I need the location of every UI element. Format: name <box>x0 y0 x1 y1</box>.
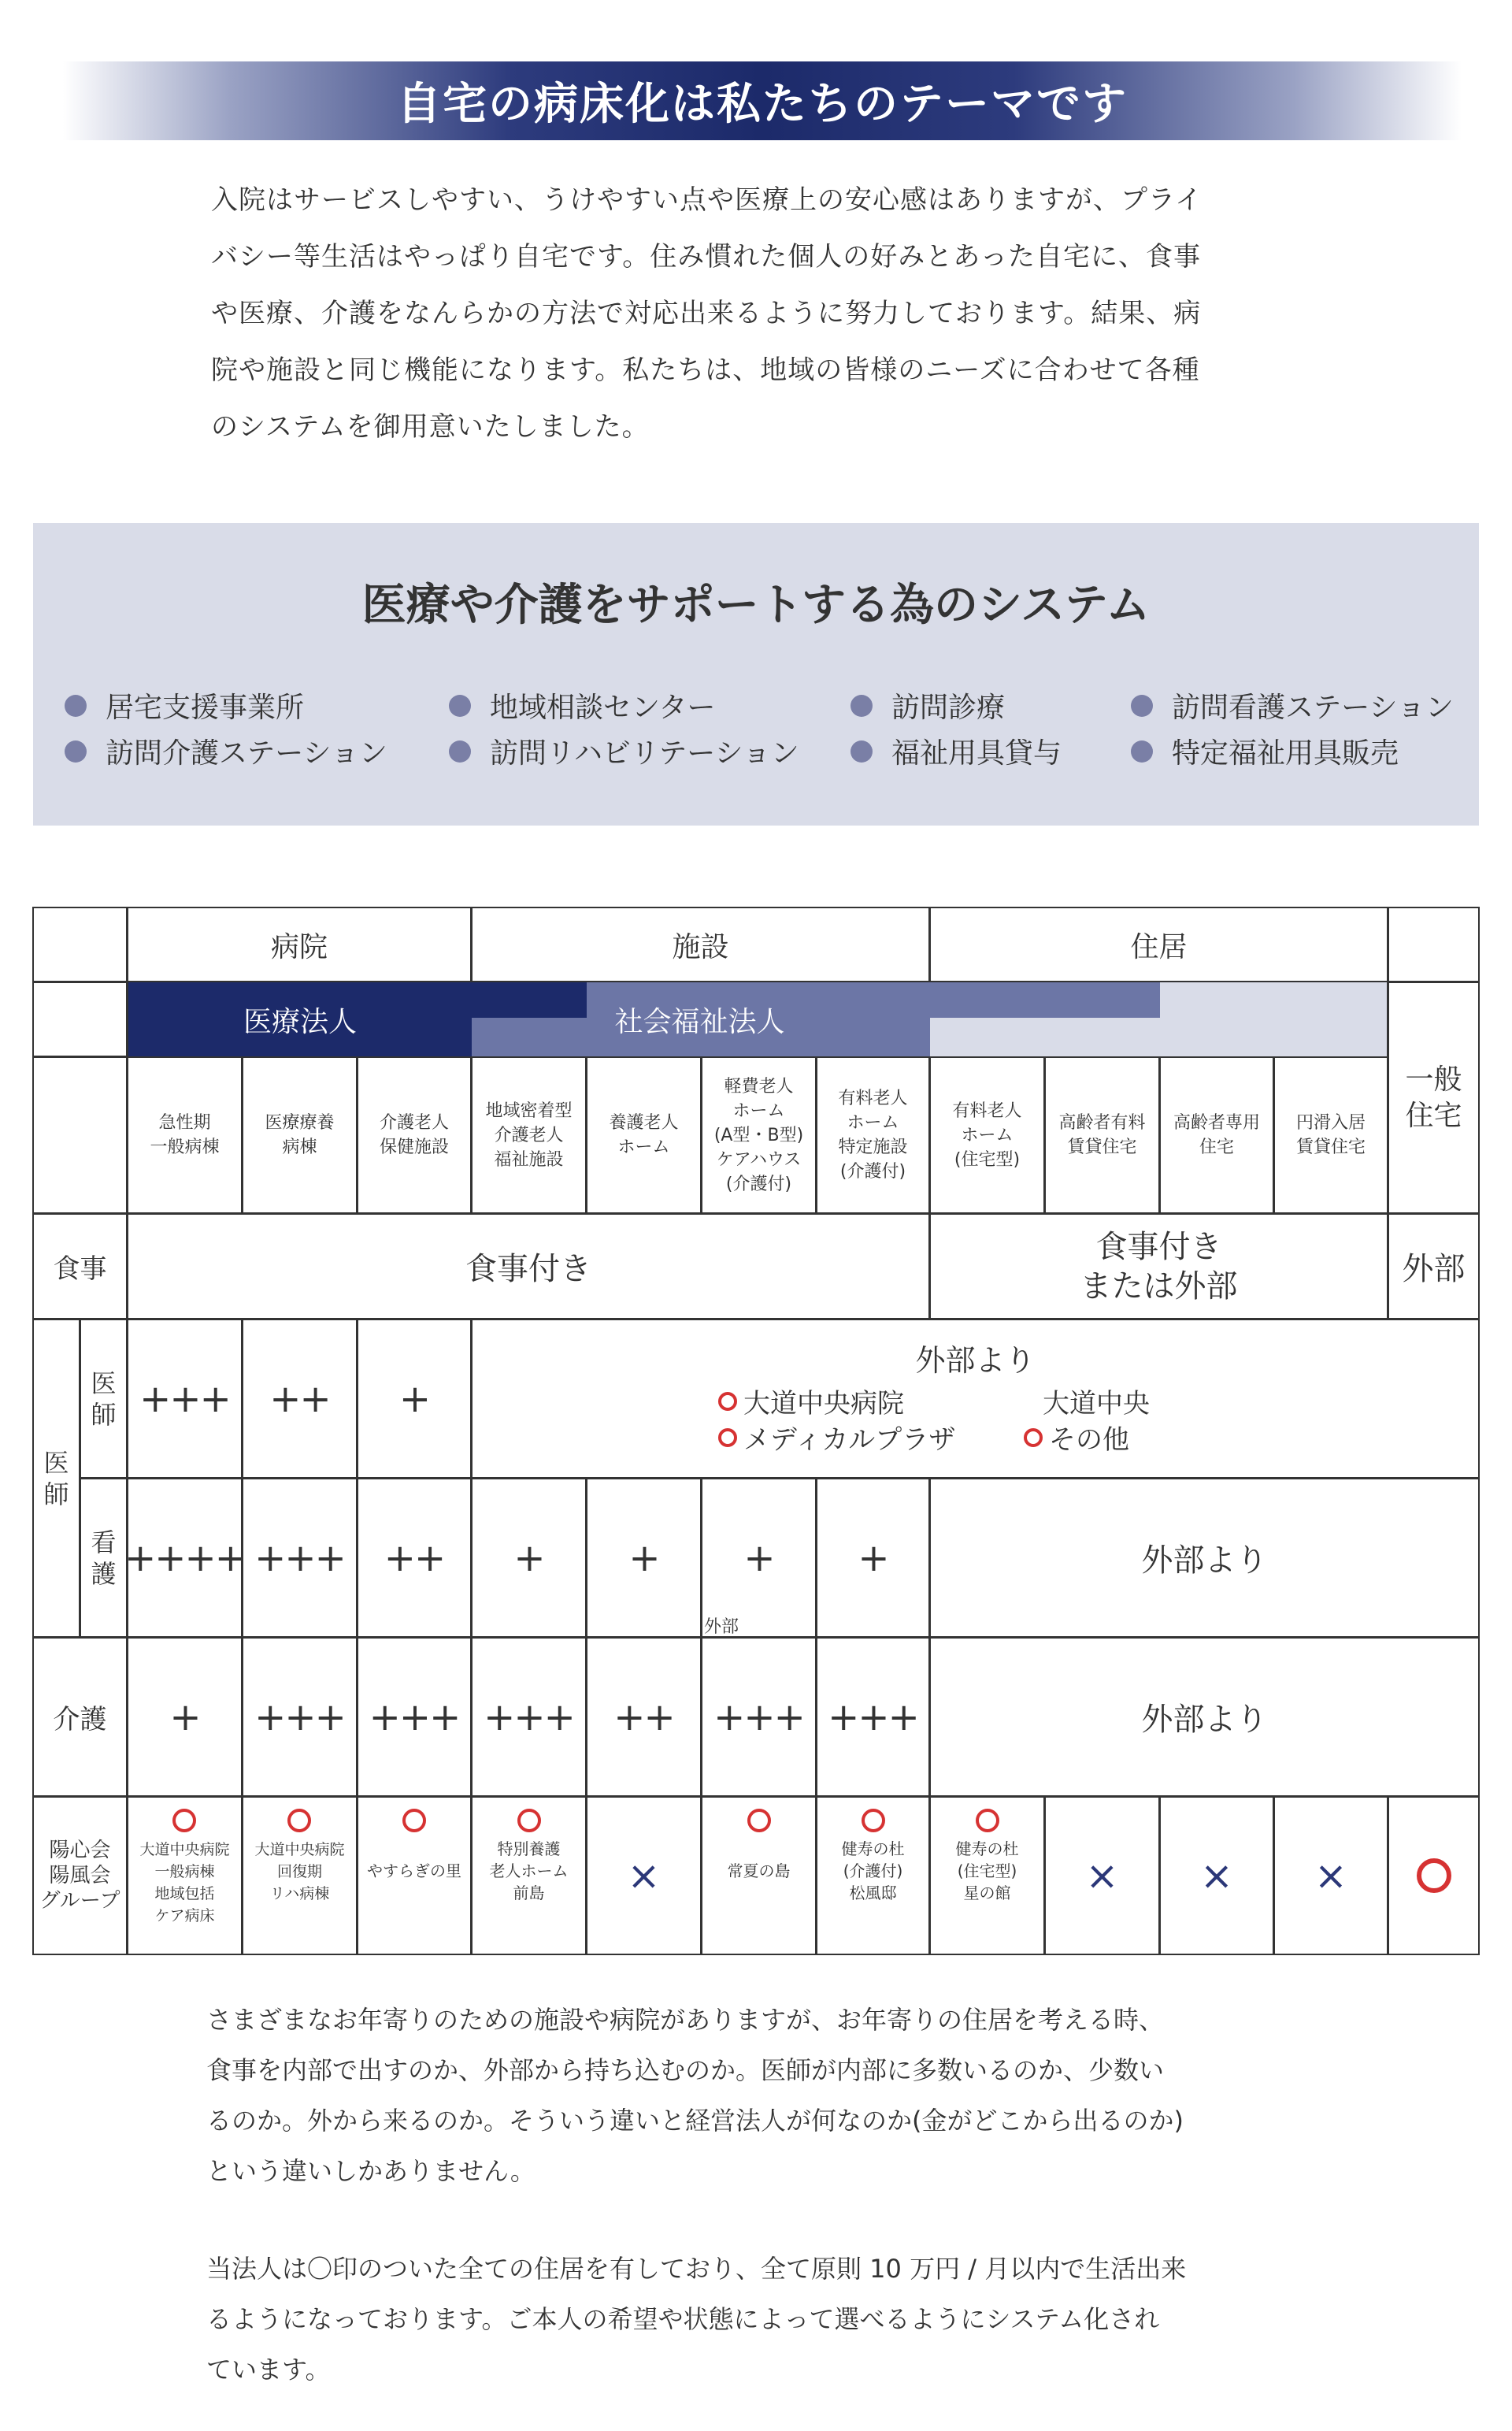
column-header: 急性期 一般病棟 <box>127 1056 243 1214</box>
system-item: 福祉用具貸与 <box>850 731 1062 771</box>
column-header-general-housing: 一般 住宅 <box>1388 982 1480 1214</box>
bullet-icon <box>1131 695 1153 717</box>
system-item: 訪問介護ステーション <box>65 731 387 771</box>
group-header-facility: 施設 <box>471 907 930 982</box>
physician-option: その他 <box>1024 1418 1129 1457</box>
hero-banner <box>63 61 1462 140</box>
system-item: 訪問看護ステーション <box>1131 685 1454 726</box>
physician-option: 大道中央 <box>1043 1388 1150 1420</box>
bullet-icon <box>65 695 87 717</box>
system-item: 特定福祉用具販売 <box>1131 731 1399 771</box>
group-cell: 特別養護 老人ホーム 前島 <box>471 1796 587 1955</box>
cross-icon: × <box>1085 1853 1119 1898</box>
nurse-external: 外部より <box>929 1478 1480 1638</box>
physician-external-title: 外部より <box>915 1343 1036 1378</box>
group-cell <box>1044 1796 1160 1955</box>
footer-paragraph-1: さまざまなお年寄りのための施設や病院がありますが、お年寄りの住居を考える時、 食事を内部で出すのか、外部から持ち込むのか。医師が内部に多数いるのか、少数い るのか。外から来るのか。そういう違いと経営法人が何なのか(金がどこから出るのか) という違いしかありません。 <box>206 2005 1184 2186</box>
column-header: 高齢者専用 住宅 <box>1159 1056 1274 1214</box>
nurse-level: + <box>816 1478 930 1638</box>
physician-level: ++ <box>242 1319 358 1479</box>
circle-icon <box>1417 1858 1451 1893</box>
comparison-table <box>33 907 1480 1939</box>
column-header: 介護老人 保健施設 <box>357 1056 472 1214</box>
circle-icon <box>517 1809 541 1832</box>
circle-icon <box>718 1392 737 1411</box>
nurse-level: ++ <box>357 1478 472 1638</box>
intro-text <box>211 172 1314 455</box>
care-level: +++ <box>357 1637 472 1797</box>
group-cell: やすらぎの里 <box>357 1796 472 1955</box>
nurse-external-note: 外部 <box>704 1617 739 1637</box>
meal-included: 食事付き <box>127 1213 930 1319</box>
column-header: 地域密着型 介護老人 福祉施設 <box>471 1056 587 1214</box>
system-item: 居宅支援事業所 <box>65 685 304 726</box>
physician-external <box>471 1319 1480 1479</box>
physician-level: + <box>357 1319 472 1479</box>
column-header: 養護老人 ホーム <box>586 1056 702 1214</box>
group-cell: 健寿の杜 (住宅型) 星の館 <box>929 1796 1045 1955</box>
meal-external: 外部 <box>1388 1213 1480 1319</box>
hero-title: 自宅の病床化は私たちのテーマです <box>397 78 1128 130</box>
circle-icon <box>172 1809 196 1832</box>
column-header: 医療療養 病棟 <box>242 1056 358 1214</box>
circle-icon <box>976 1809 999 1832</box>
bullet-icon <box>850 695 873 717</box>
physician-level: +++ <box>127 1319 243 1479</box>
physician-option: メディカルプラザ <box>718 1418 955 1457</box>
row-label-nurse: 看 護 <box>80 1478 128 1638</box>
care-level: +++ <box>816 1637 930 1797</box>
row-label-physician: 医 師 <box>80 1319 128 1479</box>
group-cell <box>586 1796 702 1955</box>
row-label-meal: 食事 <box>32 1213 128 1319</box>
bullet-icon <box>65 740 87 763</box>
system-item: 地域相談センター <box>449 685 716 726</box>
nurse-level: + <box>471 1478 587 1638</box>
table-blank <box>32 982 128 1057</box>
column-header: 円滑入居 賃貸住宅 <box>1273 1056 1388 1214</box>
care-external: 外部より <box>929 1637 1480 1797</box>
column-header: 高齢者有料 賃貸住宅 <box>1044 1056 1160 1214</box>
meal-included-or-external: 食事付き または外部 <box>929 1213 1388 1319</box>
nurse-level: + 外部 <box>701 1478 817 1638</box>
group-cell: 常夏の島 <box>701 1796 817 1955</box>
circle-icon <box>402 1809 426 1832</box>
bullet-icon <box>449 695 471 717</box>
circle-icon <box>287 1809 311 1832</box>
intro-line: や医療、介護をなんらかの方法で対応出来るように努力しております。結果、病 <box>211 298 1202 329</box>
system-item: 訪問リハビリテーション <box>449 731 799 771</box>
corp-band-frame <box>127 982 1388 1058</box>
group-header-hospital: 病院 <box>127 907 472 982</box>
intro-line: 院や施設と同じ機能になります。私たちは、地域の皆様のニーズに合わせて各種 <box>211 354 1200 386</box>
care-level: +++ <box>242 1637 358 1797</box>
group-cell <box>1159 1796 1274 1955</box>
cross-icon: × <box>627 1853 661 1898</box>
system-title: 医療や介護をサポートする為のシステム <box>361 580 1151 631</box>
column-header: 軽費老人 ホーム (A型・B型) ケアハウス (介護付) <box>701 1056 817 1214</box>
circle-icon <box>1024 1428 1043 1447</box>
column-header: 有料老人 ホーム (住宅型) <box>929 1056 1045 1214</box>
footer-paragraph-2: 当法人は〇印のついた全ての住居を有しており、全て原則 10 万円 / 月以内で生活出来 るようになっております。ご本人の希望や状態によって選べるようにシステム化され ています。 <box>206 2254 1187 2385</box>
row-label-group: 陽心会 陽風会 グループ <box>32 1796 128 1955</box>
table-blank <box>1388 907 1480 982</box>
nurse-level: + <box>586 1478 702 1638</box>
group-cell: 大道中央病院 回復期 リハ病棟 <box>242 1796 358 1955</box>
table-blank <box>32 1056 128 1214</box>
bullet-icon <box>449 740 471 763</box>
cross-icon: × <box>1200 1853 1233 1898</box>
intro-line: のシステムを御用意いたしました。 <box>211 411 650 443</box>
care-level: ++ <box>586 1637 702 1797</box>
circle-icon <box>718 1428 737 1447</box>
corp-label-welfare: 社会福祉法人 <box>614 1005 785 1038</box>
bullet-icon <box>1131 740 1153 763</box>
group-header-housing: 住居 <box>929 907 1388 982</box>
column-header: 有料老人 ホーム 特定施設 (介護付) <box>816 1056 930 1214</box>
group-cell: 健寿の杜 (介護付) 松風邸 <box>816 1796 930 1955</box>
system-item: 訪問診療 <box>850 685 1005 726</box>
intro-line: 入院はサービスしやすい、うけやすい点や医療上の安心感はありますが、プライ <box>211 184 1203 216</box>
group-cell <box>1273 1796 1388 1955</box>
circle-icon <box>747 1809 771 1832</box>
care-level: + <box>127 1637 243 1797</box>
physician-option: 大道中央病院 <box>718 1382 904 1420</box>
cross-icon: × <box>1314 1853 1347 1898</box>
nurse-level: +++ <box>242 1478 358 1638</box>
group-cell: 大道中央病院 一般病棟 地域包括 ケア病床 <box>127 1796 243 1955</box>
bullet-icon <box>850 740 873 763</box>
corp-label-medical: 医療法人 <box>243 1005 357 1038</box>
care-level: +++ <box>701 1637 817 1797</box>
row-label-care: 介護 <box>32 1637 128 1797</box>
care-level: +++ <box>471 1637 587 1797</box>
circle-icon <box>862 1809 885 1832</box>
group-cell <box>1388 1796 1480 1955</box>
support-system-box <box>33 523 1479 826</box>
table-corner <box>32 907 128 982</box>
intro-line: バシー等生活はやっぱり自宅です。住み慣れた個人の好みとあった自宅に、食事 <box>211 241 1201 273</box>
row-label-doctor: 医 師 <box>32 1319 80 1638</box>
nurse-level: ++++ <box>127 1478 243 1638</box>
